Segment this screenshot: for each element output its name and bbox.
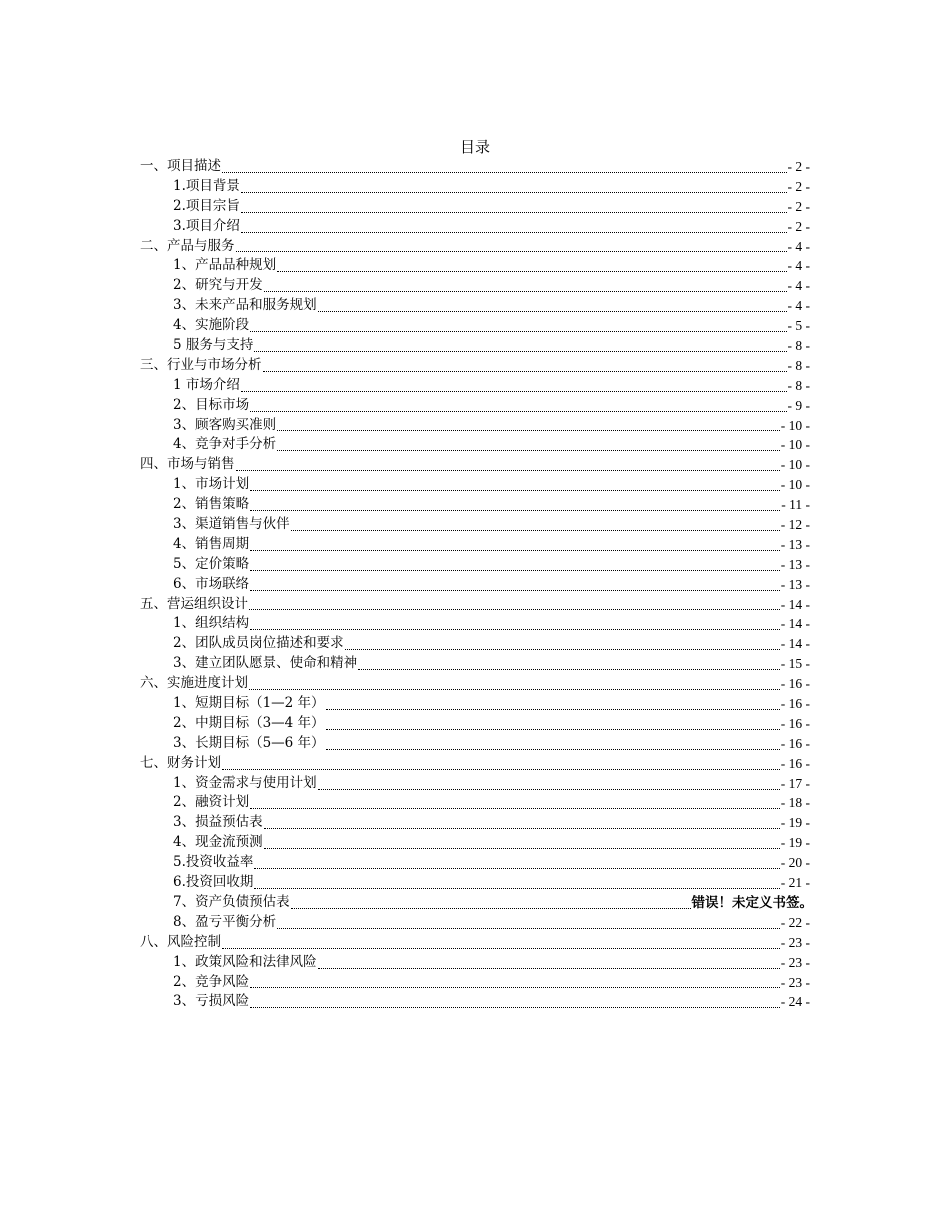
- toc-subsection-entry[interactable]: [140, 794, 810, 814]
- toc-dot-leader: [241, 217, 787, 237]
- toc-entry-label: 4、销售周期: [173, 535, 250, 552]
- toc-dot-leader: [263, 356, 787, 376]
- toc-section-entry[interactable]: [140, 595, 810, 615]
- toc-dot-leader: [241, 376, 787, 396]
- toc-entry-label: 2、融资计划: [173, 794, 250, 811]
- toc-dot-leader: [264, 833, 780, 853]
- toc-section-entry[interactable]: [140, 754, 810, 774]
- toc-entry-label: 8、盈亏平衡分析: [173, 913, 277, 930]
- toc-entry-label: 1、短期目标（1—2 年）: [173, 695, 325, 712]
- toc-dot-leader: [254, 853, 779, 873]
- toc-subsection-entry[interactable]: [140, 515, 810, 535]
- toc-dot-leader: [326, 714, 780, 734]
- toc-subsection-entry[interactable]: [140, 694, 810, 714]
- toc-section-entry[interactable]: [140, 674, 810, 694]
- toc-page-number: - 18 -: [780, 795, 810, 811]
- toc-subsection-entry[interactable]: [140, 992, 810, 1012]
- toc-subsection-entry[interactable]: [140, 953, 810, 973]
- toc-dot-leader: [345, 634, 780, 654]
- toc-page-number: - 4 -: [787, 238, 810, 254]
- toc-subsection-entry[interactable]: [140, 396, 810, 416]
- toc-dot-leader: [326, 694, 780, 714]
- toc-entry-label: 3.项目介绍: [173, 217, 240, 234]
- toc-page-number: - 16 -: [780, 735, 810, 751]
- toc-subsection-entry[interactable]: [140, 853, 810, 873]
- toc-subsection-entry[interactable]: [140, 734, 810, 754]
- toc-subsection-entry[interactable]: [140, 296, 810, 316]
- toc-entry-label: 四、市场与销售: [140, 456, 235, 473]
- toc-entry-label: 五、营运组织设计: [140, 595, 248, 612]
- toc-entry-label: 2、销售策略: [173, 496, 250, 513]
- toc-entry-label: 2、竞争风险: [173, 973, 250, 990]
- toc-dot-leader: [250, 555, 780, 575]
- toc-entry-label: 1、资金需求与使用计划: [173, 774, 317, 791]
- toc-dot-leader: [358, 654, 780, 674]
- toc-section-entry[interactable]: [140, 237, 810, 257]
- toc-page-number: - 2 -: [787, 178, 810, 194]
- toc-entry-label: 3、顾客购买准则: [173, 416, 277, 433]
- toc-dot-leader: [241, 197, 787, 217]
- toc-dot-leader: [326, 734, 780, 754]
- toc-entry-label: 6、市场联络: [173, 575, 250, 592]
- toc-entry-label: 1、政策风险和法律风险: [173, 953, 317, 970]
- toc-page-number: - 13 -: [780, 576, 810, 592]
- toc-dot-leader: [250, 973, 780, 993]
- toc-dot-leader: [250, 575, 780, 595]
- toc-page-number: - 10 -: [780, 477, 810, 493]
- toc-entry-label: 七、财务计划: [140, 754, 221, 771]
- toc-page-number: - 10 -: [780, 417, 810, 433]
- toc-subsection-entry[interactable]: [140, 376, 810, 396]
- toc-section-entry[interactable]: [140, 933, 810, 953]
- toc-page-number: - 4 -: [787, 298, 810, 314]
- toc-dot-leader: [291, 515, 780, 535]
- toc-entry-label: 六、实施进度计划: [140, 675, 248, 692]
- toc-page-number: - 15 -: [780, 656, 810, 672]
- toc-page-number: - 22 -: [780, 914, 810, 930]
- toc-dot-leader: [241, 177, 787, 197]
- toc-page-number: - 2 -: [787, 198, 810, 214]
- toc-dot-leader: [250, 396, 786, 416]
- toc-page-number: - 17 -: [780, 775, 810, 791]
- toc-list: [140, 157, 813, 1012]
- toc-page-number: - 5 -: [787, 318, 810, 334]
- toc-dot-leader: [318, 296, 787, 316]
- toc-page-number: - 2 -: [787, 218, 810, 234]
- toc-subsection-entry[interactable]: [140, 197, 810, 217]
- toc-subsection-entry[interactable]: [140, 535, 810, 555]
- toc-entry-label: 3、亏损风险: [173, 993, 250, 1010]
- toc-page-number: - 12 -: [780, 517, 810, 533]
- toc-entry-label: 4、实施阶段: [173, 317, 250, 334]
- toc-page-number: - 21 -: [780, 875, 810, 891]
- toc-page-number: - 14 -: [780, 616, 810, 632]
- toc-page-number: - 24 -: [780, 994, 810, 1010]
- toc-dot-leader: [249, 595, 780, 615]
- toc-bookmark-error: 错误！未定义书签。: [691, 894, 813, 910]
- toc-page-number: - 16 -: [780, 696, 810, 712]
- toc-page-number: - 16 -: [780, 755, 810, 771]
- toc-page-number: - 9 -: [787, 397, 810, 413]
- toc-subsection-entry[interactable]: [140, 614, 810, 634]
- toc-entry-label: 5.投资收益率: [173, 854, 254, 871]
- toc-entry-label: 1、组织结构: [173, 615, 250, 632]
- toc-page-number: - 8 -: [787, 338, 810, 353]
- toc-page-number: - 19 -: [780, 835, 810, 851]
- toc-subsection-entry[interactable]: [140, 217, 810, 237]
- toc-title: 目录: [459, 138, 490, 156]
- toc-entry-label: 5 服务与支持: [173, 337, 254, 353]
- toc-entry-label: 三、行业与市场分析: [140, 356, 262, 373]
- toc-entry-label: 3、损益预估表: [173, 814, 263, 831]
- toc-dot-leader: [264, 276, 787, 296]
- toc-dot-leader: [264, 813, 780, 833]
- toc-entry-label: 一、项目描述: [140, 157, 221, 174]
- toc-entry-label: 1.项目背景: [173, 177, 240, 194]
- toc-subsection-entry[interactable]: [140, 893, 813, 913]
- toc-dot-leader: [236, 237, 787, 257]
- toc-page-number: - 2 -: [787, 158, 810, 174]
- toc-entry-label: 3、渠道销售与伙伴: [173, 516, 290, 533]
- toc-page-number: - 10 -: [780, 437, 810, 453]
- toc-page-number: - 13 -: [780, 536, 810, 552]
- toc-subsection-entry[interactable]: [140, 833, 810, 853]
- toc-entry-label: 7、资产负债预估表: [173, 893, 290, 910]
- toc-subsection-entry[interactable]: [140, 913, 810, 933]
- toc-subsection-entry[interactable]: [140, 256, 810, 276]
- toc-entry-label: 1、市场计划: [173, 476, 250, 493]
- toc-section-entry[interactable]: [140, 356, 810, 376]
- toc-subsection-entry[interactable]: [140, 654, 810, 674]
- toc-dot-leader: [277, 913, 780, 933]
- toc-subsection-entry[interactable]: [140, 873, 810, 893]
- toc-dot-leader: [250, 316, 786, 336]
- toc-dot-leader: [254, 336, 786, 356]
- toc-dot-leader: [222, 157, 787, 177]
- toc-page-number: - 10 -: [780, 457, 810, 473]
- toc-subsection-entry[interactable]: [140, 774, 810, 794]
- toc-entry-label: 4、现金流预测: [173, 834, 263, 851]
- toc-subsection-entry[interactable]: [140, 813, 810, 833]
- toc-entry-label: 2、中期目标（3—4 年）: [173, 714, 325, 731]
- toc-dot-leader: [222, 754, 780, 774]
- toc-entry-label: 3、长期目标（5—6 年）: [173, 734, 325, 751]
- toc-dot-leader: [236, 455, 780, 475]
- toc-subsection-entry[interactable]: [140, 177, 810, 197]
- toc-dot-leader: [222, 933, 780, 953]
- toc-subsection-entry[interactable]: [140, 336, 810, 356]
- toc-dot-leader: [277, 256, 786, 276]
- toc-dot-leader: [291, 893, 691, 913]
- toc-entry-label: 3、建立团队愿景、使命和精神: [173, 655, 358, 672]
- toc-page-number: - 23 -: [780, 954, 810, 970]
- toc-section-entry[interactable]: [140, 455, 810, 475]
- toc-subsection-entry[interactable]: [140, 495, 810, 515]
- toc-entry-label: 八、风险控制: [140, 933, 221, 950]
- toc-page-number: - 4 -: [787, 258, 810, 274]
- toc-subsection-entry[interactable]: [140, 634, 810, 654]
- toc-dot-leader: [250, 794, 780, 814]
- toc-page-number: - 19 -: [780, 815, 810, 831]
- toc-subsection-entry[interactable]: [140, 316, 810, 336]
- toc-subsection-entry[interactable]: [140, 416, 810, 436]
- toc-subsection-entry[interactable]: [140, 475, 810, 495]
- toc-dot-leader: [249, 674, 780, 694]
- toc-page-number: - 16 -: [780, 715, 810, 731]
- toc-page-number: - 8 -: [787, 377, 810, 393]
- toc-subsection-entry[interactable]: [140, 714, 810, 734]
- toc-page-number: - 16 -: [780, 676, 810, 692]
- toc-dot-leader: [277, 435, 780, 455]
- toc-subsection-entry[interactable]: [140, 435, 810, 455]
- toc-dot-leader: [277, 416, 780, 436]
- toc-entry-label: 3、未来产品和服务规划: [173, 297, 317, 314]
- toc-dot-leader: [250, 992, 780, 1012]
- toc-entry-label: 2.项目宗旨: [173, 197, 240, 214]
- toc-entry-label: 2、目标市场: [173, 396, 250, 413]
- toc-entry-label: 4、竞争对手分析: [173, 436, 277, 453]
- toc-section-entry[interactable]: [140, 157, 810, 177]
- toc-entry-label: 1、产品品种规划: [173, 257, 277, 274]
- toc-dot-leader: [250, 475, 780, 495]
- toc-page-number: - 11 -: [781, 497, 810, 513]
- toc-subsection-entry[interactable]: [140, 575, 810, 595]
- toc-subsection-entry[interactable]: [140, 973, 810, 993]
- toc-dot-leader: [254, 873, 779, 893]
- toc-entry-label: 2、团队成员岗位描述和要求: [173, 635, 344, 652]
- toc-subsection-entry[interactable]: [140, 555, 810, 575]
- toc-page-number: - 23 -: [780, 934, 810, 950]
- toc-entry-label: 5、定价策略: [173, 555, 250, 572]
- toc-dot-leader: [318, 953, 780, 973]
- toc-page-number: - 20 -: [780, 855, 810, 871]
- toc-entry-label: 二、产品与服务: [140, 237, 235, 254]
- toc-page-number: - 14 -: [780, 596, 810, 612]
- toc-entry-label: 2、研究与开发: [173, 277, 263, 294]
- toc-entry-label: 6.投资回收期: [173, 874, 254, 891]
- toc-page-number: - 8 -: [787, 357, 810, 373]
- toc-page-number: - 13 -: [780, 556, 810, 572]
- toc-page-number: - 23 -: [780, 974, 810, 990]
- toc-dot-leader: [318, 774, 780, 794]
- toc-page-number: - 14 -: [780, 636, 810, 652]
- toc-subsection-entry[interactable]: [140, 276, 810, 296]
- toc-dot-leader: [250, 535, 780, 555]
- toc-dot-leader: [250, 614, 780, 634]
- toc-page-number: - 4 -: [787, 278, 810, 294]
- toc-entry-label: 1 市场介绍: [173, 376, 240, 393]
- toc-dot-leader: [250, 495, 780, 515]
